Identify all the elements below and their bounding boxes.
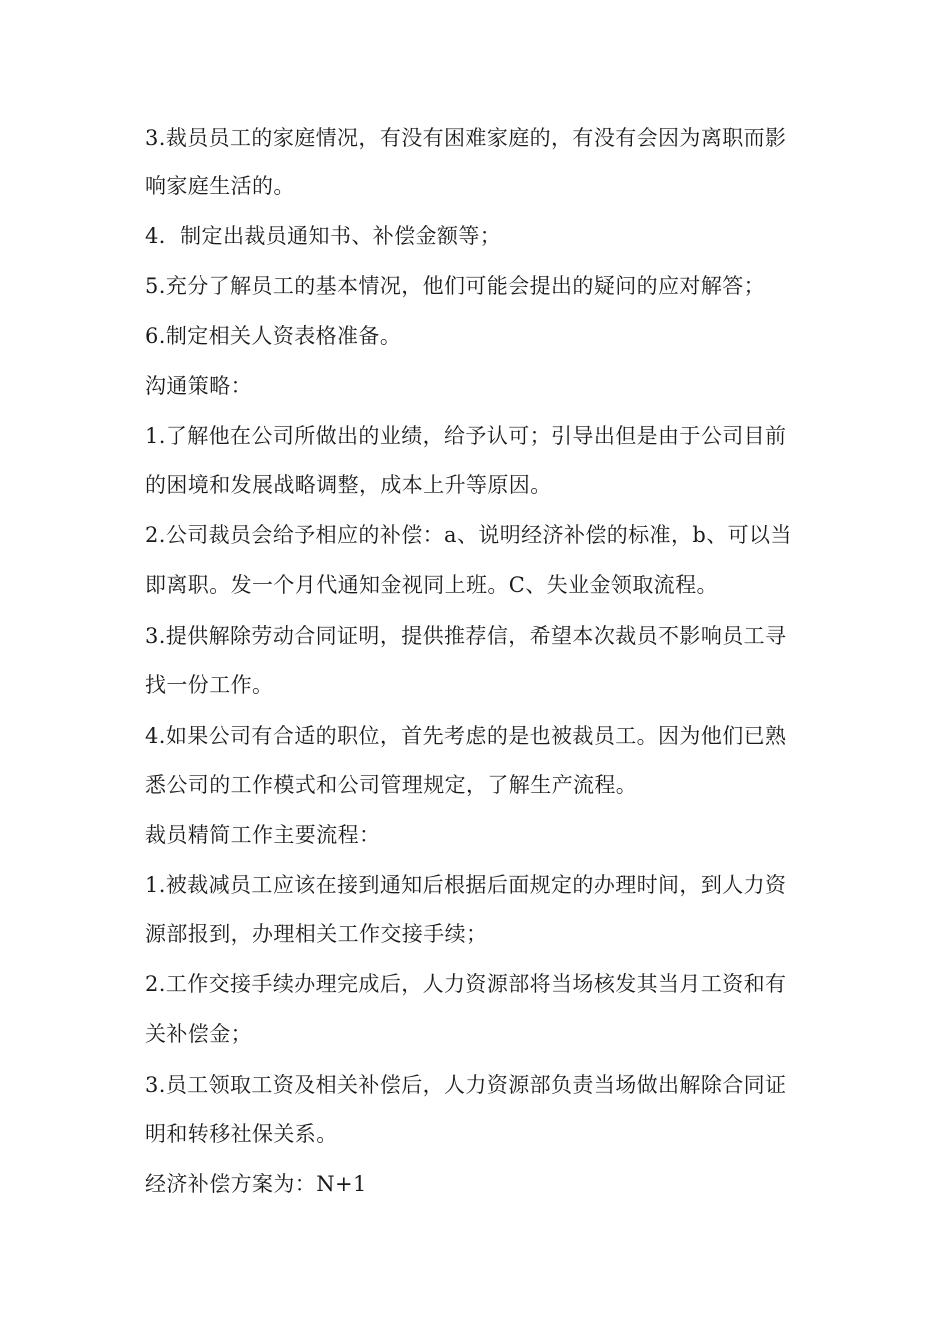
text-line: 1.了解他在公司所做出的业绩，给予认可；引导出但是由于公司目前: [145, 424, 787, 448]
text-line: 即离职。发一个月代通知金视同上班。C、失业金领取流程。: [145, 573, 718, 597]
text-line: 关补偿金；: [145, 1022, 252, 1046]
text-line: 响家庭生活的。: [145, 174, 295, 198]
text-line: 的困境和发展战略调整，成本上升等原因。: [145, 473, 552, 497]
text-line: 2.公司裁员会给予相应的补偿：a、说明经济补偿的标准，b、可以当: [145, 523, 792, 547]
text-line: 4．制定出裁员通知书、补偿金额等；: [145, 224, 502, 248]
text-line: 6.制定相关人资表格准备。: [145, 324, 402, 348]
text-line: 源部报到，办理相关工作交接手续；: [145, 922, 488, 946]
section-heading: 经济补偿方案为：N+1: [145, 1172, 367, 1196]
section-heading: 裁员精简工作主要流程：: [145, 823, 381, 847]
section-heading: 沟通策略：: [145, 374, 252, 398]
text-line: 1.被裁减员工应该在接到通知后根据后面规定的办理时间，到人力资: [145, 873, 787, 897]
text-line: 悉公司的工作模式和公司管理规定，了解生产流程。: [145, 773, 638, 797]
text-line: 3.员工领取工资及相关补偿后，人力资源部负责当场做出解除合同证: [145, 1073, 787, 1097]
text-line: 3.裁员员工的家庭情况，有没有困难家庭的，有没有会因为离职而影: [145, 126, 787, 150]
text-line: 明和转移社保关系。: [145, 1122, 338, 1146]
text-line: 5.充分了解员工的基本情况，他们可能会提出的疑问的应对解答；: [145, 274, 766, 298]
text-line: 3.提供解除劳动合同证明，提供推荐信，希望本次裁员不影响员工寻: [145, 624, 787, 648]
text-line: 找一份工作。: [145, 673, 274, 697]
text-line: 2.工作交接手续办理完成后，人力资源部将当场核发其当月工资和有: [145, 972, 787, 996]
text-line: 4.如果公司有合适的职位，首先考虑的是也被裁员工。因为他们已熟: [145, 724, 787, 748]
